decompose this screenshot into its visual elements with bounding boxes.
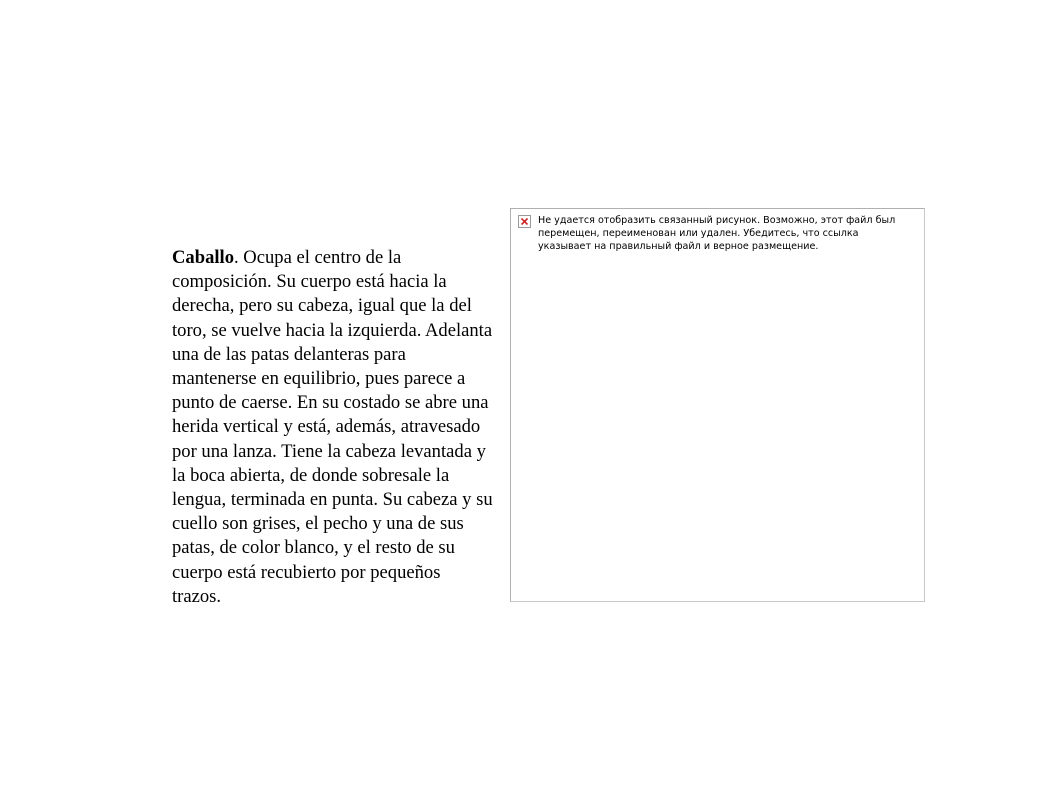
red-x-icon [521,218,528,225]
broken-image-message: Не удается отобразить связанный рисунок. Возможно, этот файл был перемещен, переименован или удален. Убедитесь, что ссылка указывает на правильный файл и верное размещение. [538,215,896,252]
lead-term: Caballo [172,247,234,268]
description-text: . Ocupa el centro de la composición. Su cuerpo está hacia la derecha, pero su cabeza, igual que la del toro, se vuelve hacia la izquierda. Adelanta una de las patas delanteras para mantenerse en equilibrio, pues parece a punto de caerse. En su costado se abre una herida vertical y está, además, atravesado por una lanza. Tiene la cabeza levantada y la boca abierta, de donde sobresale la lengua, terminada en punta. Su cabeza y su cuello son grises, el pecho y una de sus patas, de color blanco, y el resto de su cuerpo está recubierto por pequeños trazos. [172,247,493,607]
broken-image-placeholder [510,208,925,602]
broken-image-icon [518,215,531,228]
horse-description [172,246,494,609]
